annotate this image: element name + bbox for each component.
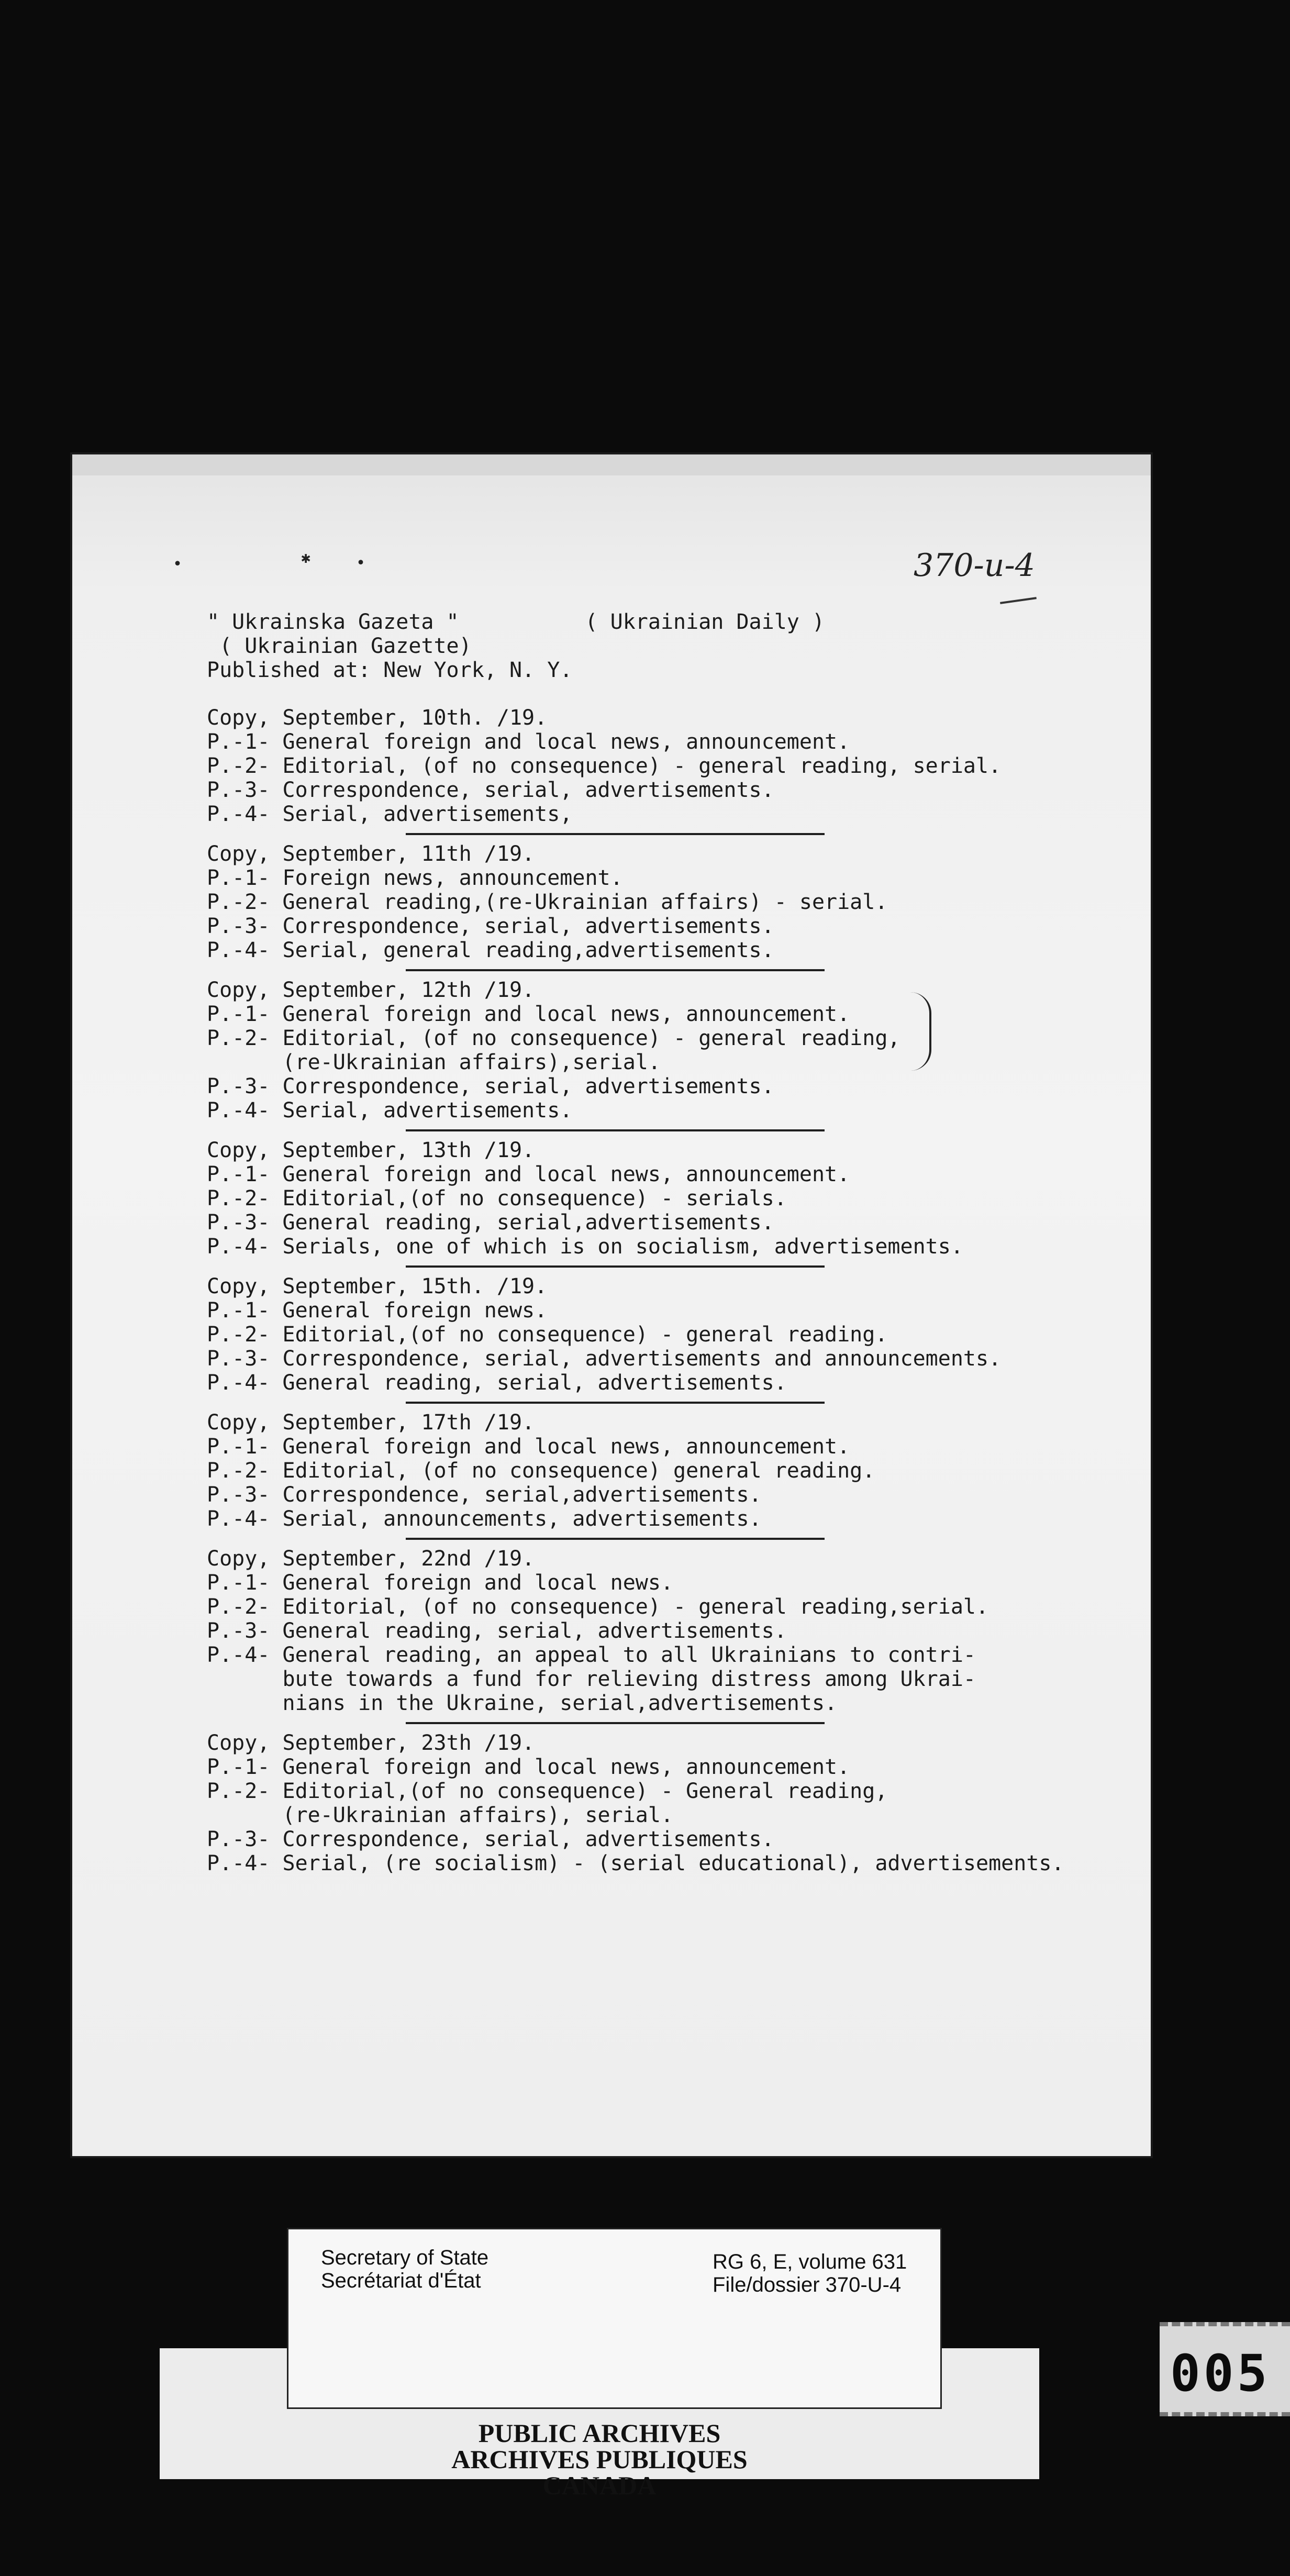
entry-line: P.-2- Editorial, (of no consequence) - general reading, serial. <box>207 754 1002 778</box>
entry-line: (re-Ukrainian affairs),serial. <box>207 1050 661 1074</box>
entry-line: Copy, September, 23th /19. <box>207 1731 535 1755</box>
entry-line: P.-4- Serial, advertisements, <box>207 802 573 826</box>
header-line: ( Ukrainian Gazette) <box>207 634 472 658</box>
separator-rule <box>207 1261 1107 1274</box>
entry-line: P.-2- Editorial,(of no consequence) - general reading. <box>207 1323 888 1347</box>
entry-line: Copy, September, 10th. /19. <box>207 706 548 730</box>
file-number: File/dossier 370-U-4 <box>713 2273 902 2296</box>
entry-line: Copy, September, 11th /19. <box>207 842 535 866</box>
entry-line: P.-3- Correspondence, serial, advertisements. <box>207 778 774 802</box>
entry-line: P.-2- Editorial,(of no consequence) - General reading, <box>207 1779 888 1803</box>
copy-entry <box>207 1274 1107 1395</box>
page-top-edge <box>72 454 1151 475</box>
entry-line: P.-1- Foreign news, announcement. <box>207 866 623 890</box>
entry-line: Copy, September, 13th /19. <box>207 1138 535 1162</box>
entry-line: (re-Ukrainian affairs), serial. <box>207 1803 674 1827</box>
archives-line: CANADA <box>542 2471 657 2500</box>
entry-line: P.-3- Correspondence, serial, advertisements. <box>207 1827 774 1851</box>
entry-line: P.-3- Correspondence, serial,advertisements. <box>207 1483 762 1507</box>
entry-line: bute towards a fund for relieving distress among Ukrai- <box>207 1667 976 1691</box>
entry-line: P.-1- General foreign and local news. <box>207 1571 674 1595</box>
archives-stamp <box>160 2420 1039 2499</box>
separator-rule <box>207 1533 1107 1547</box>
entry-line: Copy, September, 12th /19. <box>207 978 535 1002</box>
entry-line: P.-1- General foreign and local news, announcement. <box>207 730 850 754</box>
entry-line: nians in the Ukraine, serial,advertisements. <box>207 1691 838 1715</box>
separator-rule <box>207 828 1107 842</box>
entry-line: P.-2- Editorial, (of no consequence) general reading. <box>207 1459 875 1483</box>
archive-reference-label <box>287 2228 942 2409</box>
entry-line: P.-3- Correspondence, serial, advertisements and announcements. <box>207 1347 1002 1371</box>
paper-speck: • <box>173 555 183 573</box>
entry-line: P.-3- General reading, serial,advertisements. <box>207 1211 774 1235</box>
entry-line: P.-2- General reading,(re-Ukrainian affairs) - serial. <box>207 890 888 914</box>
entry-line: P.-2- Editorial, (of no consequence) - general reading,serial. <box>207 1595 989 1619</box>
entry-line: P.-4- Serial, announcements, advertisements. <box>207 1507 762 1531</box>
entry-line: P.-3- Correspondence, serial, advertisements. <box>207 914 774 938</box>
archives-line: ARCHIVES PUBLIQUES <box>451 2445 748 2474</box>
entry-line: P.-3- General reading, serial, advertisements. <box>207 1619 787 1643</box>
record-group: RG 6, E, volume 631 <box>713 2250 907 2273</box>
entry-line: Copy, September, 15th. /19. <box>207 1274 548 1298</box>
entry-line: P.-1- General foreign and local news, announcement. <box>207 1162 850 1186</box>
entry-line: Copy, September, 17th /19. <box>207 1411 535 1435</box>
copy-entry <box>207 1547 1107 1715</box>
entry-line: P.-4- Serial, general reading,advertisements. <box>207 938 774 962</box>
copy-entry <box>207 978 1107 1123</box>
entry-line: P.-4- Serial, (re socialism) - (serial educational), advertisements. <box>207 1851 1064 1875</box>
copy-entry <box>207 1411 1107 1531</box>
entry-line: P.-4- General reading, serial, advertisements. <box>207 1371 787 1395</box>
paper-speck: ✱ <box>301 549 311 567</box>
entry-line: P.-3- Correspondence, serial, advertisements. <box>207 1074 774 1098</box>
copy-entry <box>207 842 1107 962</box>
entry-line: P.-4- Serials, one of which is on socialism, advertisements. <box>207 1235 963 1259</box>
department-name-fr: Secrétariat d'État <box>321 2269 481 2292</box>
entry-line: P.-1- General foreign news. <box>207 1298 548 1323</box>
entry-line: P.-2- Editorial, (of no consequence) - general reading, <box>207 1026 900 1050</box>
entry-line: P.-4- Serial, advertisements. <box>207 1098 573 1123</box>
entry-line: P.-1- General foreign and local news, announcement. <box>207 1435 850 1459</box>
entry-line: Copy, September, 22nd /19. <box>207 1547 535 1571</box>
frame-counter: 005 <box>1160 2322 1290 2416</box>
entry-line: P.-2- Editorial,(of no consequence) - serials. <box>207 1186 787 1211</box>
separator-rule <box>207 1717 1107 1731</box>
paper-speck: • <box>356 554 366 572</box>
archives-line: PUBLIC ARCHIVES <box>478 2418 721 2448</box>
department-name-en: Secretary of State <box>321 2246 489 2269</box>
handwritten-file-number: 370-u-4 <box>914 547 1035 584</box>
copy-entry <box>207 1731 1107 1875</box>
document-text <box>207 610 1107 1875</box>
copy-entry <box>207 706 1107 826</box>
separator-rule <box>207 1397 1107 1411</box>
entry-line: P.-4- General reading, an appeal to all Ukrainians to contri- <box>207 1643 976 1667</box>
header-line: Published at: New York, N. Y. <box>207 658 573 682</box>
separator-rule <box>207 1125 1107 1138</box>
header-line: " Ukrainska Gazeta " ( Ukrainian Daily ) <box>207 610 825 634</box>
entry-line: P.-1- General foreign and local news, announcement. <box>207 1755 850 1779</box>
entry-line: P.-1- General foreign and local news, announcement. <box>207 1002 850 1026</box>
copy-entry <box>207 1138 1107 1259</box>
separator-rule <box>207 964 1107 978</box>
